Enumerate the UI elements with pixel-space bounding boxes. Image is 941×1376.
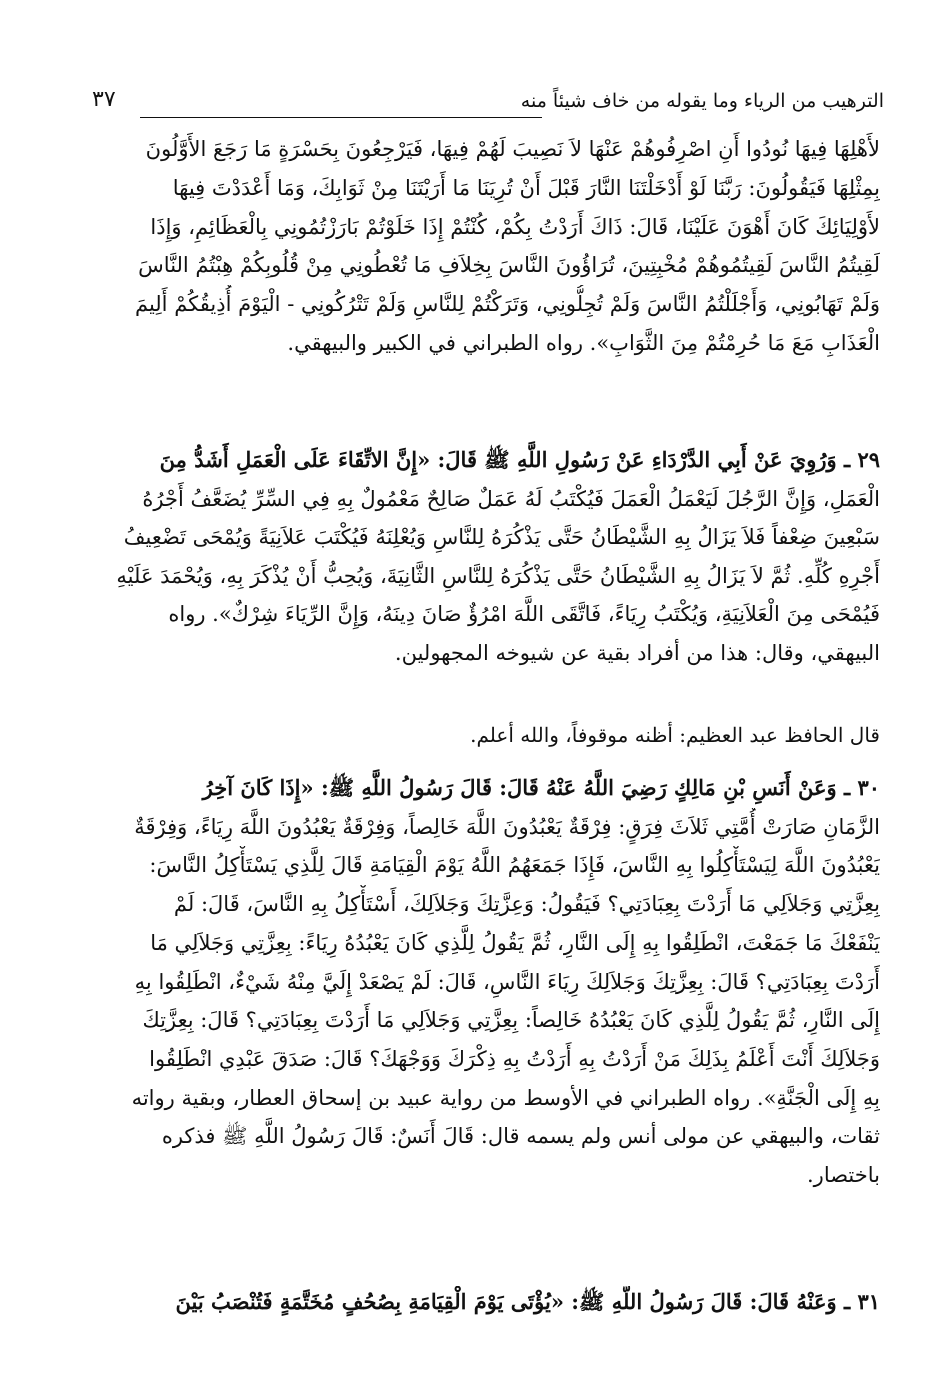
- text-line: لأَهْلِهَا فِيهَا نُودُوا أَنِ اصْرِفُوهُمْ عَنْهَا لاَ نَصِيبَ لَهُمْ فِيهَا، فَيَرْجِعُونَ بِحَسْرَةٍ مَا رَجَعَ الأَوَّلُونَ: [145, 137, 880, 161]
- text-line: أَرَدْتَ بِعِبَادَتِي؟ قَالَ: بِعِزَّتِكَ وَجَلاَلِكَ رِيَاءَ النَّاسِ، قَالَ: لَمْ يَصْعَدْ إِلَيَّ مِنْهُ شَيْءٌ، انْطَلِقُوا بِهِ: [134, 969, 880, 994]
- text-line: وَجَلاَلِكَ أَنْتَ أَعْلَمُ بِذَلِكَ مَنْ أَرَدْتُ بِهِ أَرَدْتُ بِهِ ذِكْرَكَ وَوَجْهَكَ؟ قَالَ: صَدَقَ عَبْدِي انْطَلِقُوا: [149, 1046, 880, 1071]
- text-line: فَيُمْحَى مِنَ الْعَلاَنِيَةِ، وَيُكْتَبُ رِيَاءً، فَاتَّقَى اللَّهَ امْرُؤٌ صَانَ دِينَهُ، وَإِنَّ الرِّيَاءَ شِرْكٌ». رواه: [168, 602, 880, 626]
- paragraph-hadith-30: [100, 769, 880, 1195]
- text-line: قال الحافظ عبد العظيم: أظنه موقوفاً، والله أعلم.: [470, 723, 880, 747]
- text-line: ٢٩ ـ وَرُوِيَ عَنْ أَبِي الدَّرْدَاءِ عَنْ رَسُولِ اللَّهِ ﷺ قَالَ: «إِنَّ الاتِّقَاءَ عَلَى الْعَمَلِ أَشَدُّ مِنَ: [159, 447, 880, 472]
- text-line: إِلَى النَّارِ، ثُمَّ يَقُولُ لِلَّذِي كَانَ يَعْبُدُهُ خَالِصاً: بِعِزَّتِي وَجَلاَلِي مَا أَرَدْتَ بِعِبَادَتِي؟ قَالَ: بِعِزَّتِكَ: [142, 1008, 880, 1033]
- text-line: بِمِثْلِهَا فَيَقُولُونَ: رَبَّنَا لَوْ أَدْخَلْتَنَا النَّارَ قَبْلَ أَنْ تُرِيَنَا مَا أَرَيْتَنَا مِنْ ثَوَابِكَ، وَمَا أَعْدَدْتَ فِيهَا: [172, 175, 880, 200]
- text-line: ٣١ ـ وَعَنْهُ قَالَ: قَالَ رَسُولُ اللَّهِ ﷺ: «يُؤْتَى يَوْمَ الْقِيَامَةِ بِصُحُفٍ مُخَتَّمَةٍ فَتُنْصَبُ بَيْنَ: [175, 1289, 880, 1314]
- text-line: وَلَمْ تَهَابُونِي، وَأَجْلَلْتُمُ النَّاسَ وَلَمْ تُجِلُّونِي، وَتَرَكْتُمْ لِلنَّاسِ وَلَمْ تَتْرُكُونِي - الْيَوْمَ أُذِيقُكُمْ أَلِيمَ: [134, 292, 880, 317]
- text-line: الْعَمَلِ، وَإِنَّ الرَّجُلَ لَيَعْمَلُ الْعَمَلَ فَيُكْتَبُ لَهُ عَمَلٌ صَالِحٌ مَعْمُولٌ بِهِ فِي السِّرِّ يُضَعَّفُ أَجْرُهُ: [142, 486, 880, 511]
- text-line: البيهقي، وقال: هذا من أفراد بقية عن شيوخه المجهولين.: [394, 640, 880, 665]
- text-line: أَجْرِهِ كُلِّهِ. ثُمَّ لاَ يَزَالُ بِهِ الشَّيْطَانُ حَتَّى يَذْكُرَهُ لِلنَّاسِ الثَّانِيَةَ، وَيُحِبُّ أَنْ يُذْكَرَ بِهِ، وَيُحْمَدَ عَلَيْهِ: [116, 563, 880, 588]
- text-line: ثقات، والبيهقي عن مولى أنس ولم يسمه قال: قَالَ أَنَسٌ: قَالَ رَسُولُ اللَّهِ ﷺ فذكره: [161, 1124, 880, 1149]
- text-line: بِهِ إِلَى الْجَنَّةِ». رواه الطبراني في الأوسط من رواية عبيد بن إسحاق العطار، وبقية رواته: [131, 1085, 880, 1110]
- paragraph-hafiz-note: [100, 719, 880, 751]
- text-line: يَنْفَعْكَ مَا جَمَعْتَ، انْطَلِقُوا بِهِ إِلَى النَّارِ، ثُمَّ يَقُولُ لِلَّذِي كَانَ يَعْبُدُهُ رِيَاءً: بِعِزَّتِي وَجَلاَلِي مَا: [150, 930, 880, 955]
- text-line: ٣٠ ـ وَعَنْ أَنَسِ بْنِ مَالِكٍ رَضِيَ اللَّهُ عَنْهُ قَالَ: قَالَ رَسُولُ اللَّهِ ﷺ: «إِذَا كَانَ آخِرُ: [202, 775, 880, 800]
- text-line: يَعْبُدُونَ اللَّهَ لِيَسْتَأْكِلُوا بِهِ النَّاسَ، فَإِذَا جَمَعَهُمُ اللَّهُ يَوْمَ الْقِيَامَةِ قَالَ لِلَّذِي يَسْتَأْكِلُ النَّاسَ:: [149, 853, 880, 878]
- page-number: ٣٧: [92, 87, 116, 112]
- text-line: سَبْعِينَ ضِعْفاً فَلاَ يَزَالُ بِهِ الشَّيْطَانُ حَتَّى يَذْكُرَهُ لِلنَّاسِ وَيُعْلِنَهُ فَيُكْتَبَ عَلاَنِيَةً وَيُمْحَى تَضْعِيفُ: [123, 525, 880, 549]
- page-header: [92, 88, 884, 122]
- paragraph-hadith-31: [100, 1286, 880, 1318]
- paragraph-hadith-28-continuation: [100, 130, 880, 363]
- text-line: لأَوْلِيَائِكَ كَانَ أَهْوَنَ عَلَيْنَا، قَالَ: ذَاكَ أَرَدْتُ بِكُمْ، كُنْتُمْ إِذَا خَلَوْتُمْ بَارَزْتُمُونِي بِالْعَظَائِمِ، وَإِذَا: [150, 214, 880, 239]
- text-line: الزَّمَانِ صَارَتْ أُمَّتِي ثَلاَثَ فِرَقٍ: فِرْقَةٌ يَعْبُدُونَ اللَّهَ خَالِصاً، وَفِرْقَةٌ يَعْبُدُونَ اللَّهَ رِيَاءً، وَفِرْقَةٌ: [134, 814, 880, 839]
- running-title: الترهيب من الرياء وما يقوله من خاف شيئاً منه: [520, 90, 884, 112]
- text-line: الْعَذَابِ مَعَ مَا حُرِمْتُمْ مِنَ الثَّوَابِ». رواه الطبراني في الكبير والبيهقي.: [287, 330, 880, 355]
- text-line: باختصار.: [807, 1163, 880, 1188]
- text-line: لَقِيتُمُ النَّاسَ لَقِيتُمُوهُمْ مُخْبِتِينَ، تُرَاؤُونَ النَّاسَ بِخِلاَفِ مَا تُعْطُونِي مِنْ قُلُوبِكُمْ هِبْتُمُ النَّاسَ: [138, 253, 880, 278]
- paragraph-hadith-29: [100, 441, 880, 672]
- text-line: بِعِزَّتِي وَجَلاَلِي مَا أَرَدْتَ بِعِبَادَتِي؟ فَيَقُولُ: وَعِزَّتِكَ وَجَلاَلِكَ، أَسْتَأْكِلُ بِهِ النَّاسَ، قَالَ: لَمْ: [173, 892, 880, 917]
- header-rule: [140, 117, 542, 118]
